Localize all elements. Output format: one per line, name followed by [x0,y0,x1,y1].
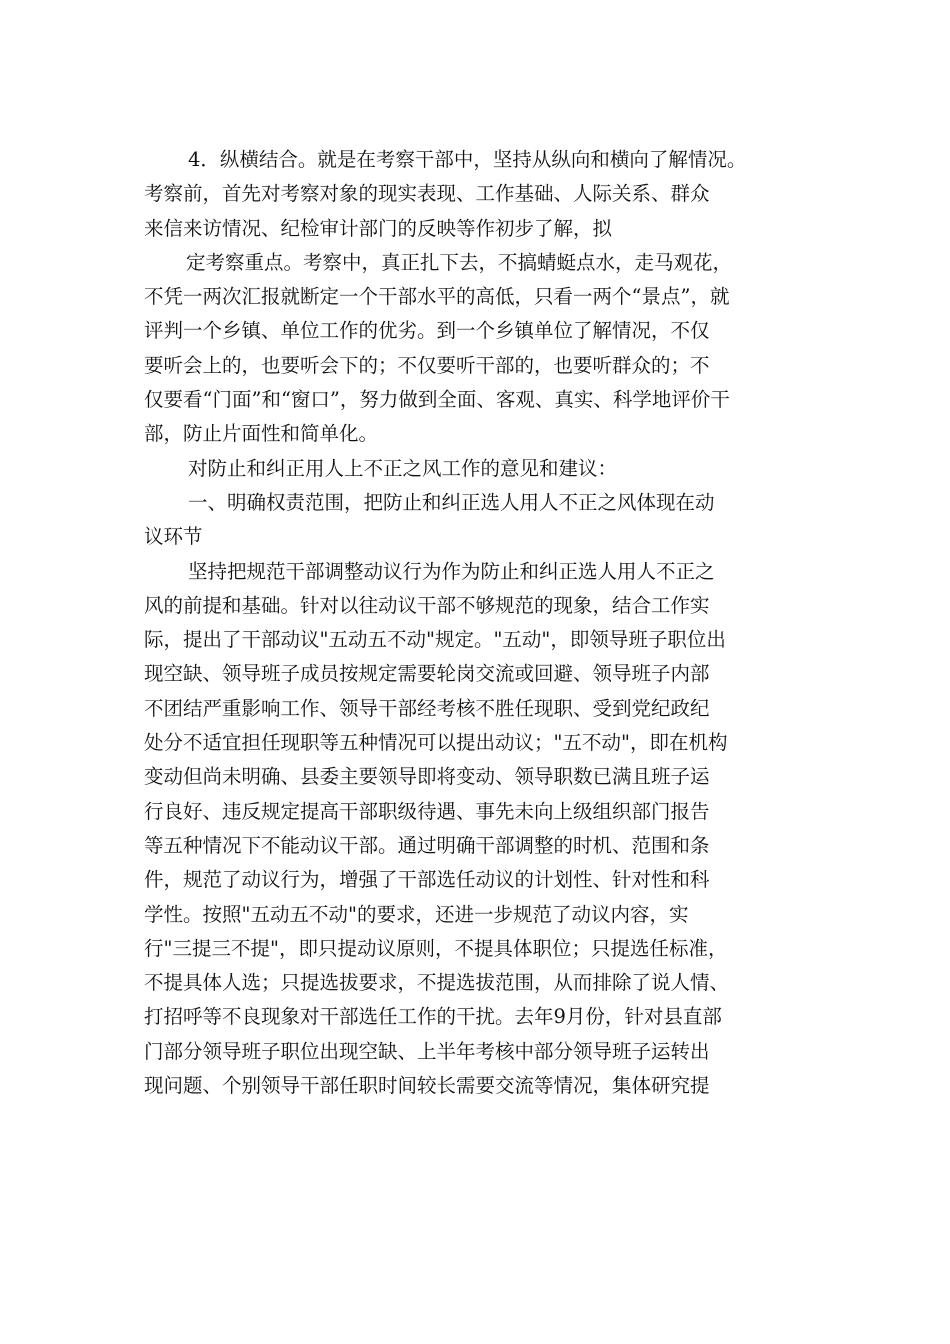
paragraph-line: 门部分领导班子职位出现空缺、上半年考核中部分领导班子运转出 [144,1039,710,1063]
section-heading: 议环节 [144,525,203,549]
paragraph-line: 件，规范了动议行为，增强了干部选任动议的计划性、针对性和科 [144,868,710,892]
paragraph-line: 4．纵横结合。就是在考察干部中，坚持从纵向和横向了解情况。 [188,148,747,171]
section-intro: 对防止和纠正用人上不正之风工作的意见和建议： [188,456,618,480]
paragraph-line: 坚持把规范干部调整动议行为作为防止和纠正选人用人不正之 [188,559,715,583]
document-body [144,143,824,1103]
paragraph-line: 际，提出了干部动议"五动五不动"规定。"五动"，即领导班子职位出 [144,628,726,652]
paragraph-line: 不提具体人选；只提选拔要求，不提选拔范围，从而排除了说人情、 [144,971,730,995]
paragraph-line: 现空缺、领导班子成员按规定需要轮岗交流或回避、领导班子内部 [144,662,710,686]
paragraph-line: 行"三提三不提"，即只提动议原则，不提具体职位；只提选任标准， [144,936,728,960]
paragraph-line: 要听会上的，也要听会下的；不仅要听干部的，也要听群众的；不 [144,353,710,377]
paragraph-line: 等五种情况下不能动议干部。通过明确干部调整的时机、范围和条 [144,833,710,857]
paragraph-line: 学性。按照"五动五不动"的要求，还进一步规范了动议内容，实 [144,902,689,926]
paragraph-line: 定考察重点。考察中，真正扎下去，不搞蜻蜓点水，走马观花， [186,250,733,274]
paragraph-line: 来信来访情况、纪检审计部门的反映等作初步了解，拟 [144,216,613,240]
paragraph-line: 行良好、违反规定提高干部职级待遇、事先未向上级组织部门报告 [144,799,710,823]
paragraph-line: 现问题、个别领导干部任职时间较长需要交流等情况，集体研究提 [144,1074,710,1098]
section-heading: 一、明确权责范围，把防止和纠正选人用人不正之风体现在动 [188,490,715,514]
paragraph-line: 不团结严重影响工作、领导干部经考核不胜任现职、受到党纪政纪 [144,696,710,720]
paragraph-line: 仅要看“门面”和“窗口”，努力做到全面、客观、真实、科学地评价干 [144,388,730,412]
paragraph-line: 打招呼等不良现象对干部选任工作的干扰。去年9月份，针对县直部 [144,1005,722,1029]
paragraph-line: 考察前，首先对考察对象的现实表现、工作基础、人际关系、群众 [144,182,710,206]
paragraph-line: 处分不适宜担任现职等五种情况可以提出动议；"五不动"，即在机构 [144,731,728,755]
paragraph-line: 部，防止片面性和简单化。 [144,422,379,446]
paragraph-line: 风的前提和基础。针对以往动议干部不够规范的现象，结合工作实 [144,593,710,617]
paragraph-line: 变动但尚未明确、县委主要领导即将变动、领导职数已满且班子运 [144,765,710,789]
paragraph-line: 不凭一两次汇报就断定一个干部水平的高低，只看一两个“景点”，就 [144,285,730,309]
paragraph-line: 评判一个乡镇、单位工作的优劣。到一个乡镇单位了解情况，不仅 [144,319,710,343]
